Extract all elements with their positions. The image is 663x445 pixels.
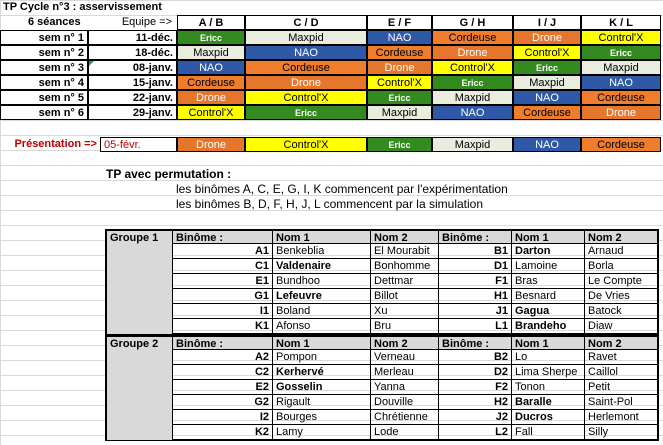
nom2-cell[interactable]: Chrétienne (370, 410, 438, 425)
binome-code-2[interactable]: H1 (438, 289, 511, 304)
activity-cell[interactable]: NAO (432, 105, 513, 120)
pair-header-6[interactable]: K / L (581, 15, 661, 30)
presentation-activity-cell[interactable]: Drone (177, 137, 245, 152)
nom2-cell-2[interactable]: Petit (584, 380, 659, 395)
presentation-label[interactable]: Présentation => (14, 138, 97, 150)
nom1-cell[interactable]: Lamy (272, 425, 370, 440)
week-date-4[interactable]: 15-janv. (88, 75, 177, 90)
activity-cell[interactable]: Ericc (513, 60, 581, 75)
nom2-cell[interactable]: Verneau (370, 350, 438, 365)
nom1-cell[interactable]: Rigault (272, 395, 370, 410)
seances-label[interactable]: 6 séances (28, 16, 81, 28)
nom1-cell-2[interactable]: Lamoine (511, 259, 584, 274)
pair-header-3[interactable]: E / F (367, 15, 432, 30)
presentation-activity-cell[interactable]: Cordeuse (581, 137, 661, 152)
nom2-cell-2[interactable]: Herlemont (584, 410, 659, 425)
presentation-date[interactable]: 05-févr. (100, 137, 177, 152)
nom1-cell-2[interactable]: Brandeho (511, 319, 584, 334)
week-date-1[interactable]: 11-déc. (88, 30, 177, 45)
permutation-line-1[interactable]: les binômes A, C, E, G, I, K commencent par l'expérimentation (176, 182, 508, 196)
binome-code-2[interactable]: L1 (438, 319, 511, 334)
week-label-1[interactable]: sem n° 1 (0, 30, 88, 45)
nom1-cell-2[interactable]: Ducros (511, 410, 584, 425)
nom2-cell[interactable]: Dettmar (370, 274, 438, 289)
binome-code-2[interactable]: H2 (438, 395, 511, 410)
binome-code-2[interactable]: D2 (438, 365, 511, 380)
week-label-3[interactable]: sem n° 3 (0, 60, 88, 75)
binome-code[interactable]: E2 (173, 380, 272, 395)
nom2-cell[interactable]: El Mourabit (370, 244, 438, 259)
pair-header-2[interactable]: C / D (245, 15, 367, 30)
nom2-header-2[interactable]: Nom 2 (584, 335, 659, 350)
nom2-cell-2[interactable]: Le Compte (584, 274, 659, 289)
activity-cell[interactable]: Maxpid (432, 90, 513, 105)
binome-code[interactable]: C2 (173, 365, 272, 380)
activity-cell[interactable]: Drone (177, 90, 245, 105)
group-label[interactable]: Groupe 1 (105, 229, 173, 334)
binome-code-2[interactable]: J2 (438, 410, 511, 425)
binome-code[interactable]: A1 (173, 244, 272, 259)
nom1-cell-2[interactable]: Lima Sherpe (511, 365, 584, 380)
activity-cell[interactable]: Cordeuse (245, 60, 367, 75)
presentation-activity-cell[interactable]: Ericc (367, 137, 432, 152)
activity-cell[interactable]: Maxpid (177, 45, 245, 60)
binome-header[interactable]: Binôme : (173, 335, 272, 350)
activity-cell[interactable]: Maxpid (513, 75, 581, 90)
activity-cell[interactable]: Control'X (177, 105, 245, 120)
pair-header-1[interactable]: A / B (177, 15, 245, 30)
activity-cell[interactable]: Maxpid (245, 30, 367, 45)
nom2-cell-2[interactable]: Caillol (584, 365, 659, 380)
activity-cell[interactable]: Ericc (432, 75, 513, 90)
activity-cell[interactable]: NAO (245, 45, 367, 60)
nom2-cell-2[interactable]: Silly (584, 425, 659, 440)
week-date-5[interactable]: 22-janv. (88, 90, 177, 105)
activity-cell[interactable]: Control'X (581, 30, 661, 45)
activity-cell[interactable]: Control'X (245, 90, 367, 105)
week-date-3[interactable]: 08-janv. (88, 60, 177, 75)
permutation-line-2[interactable]: les binômes B, D, F, H, J, L commencent par la simulation (176, 197, 484, 211)
nom1-header-2[interactable]: Nom 1 (511, 335, 584, 350)
nom2-cell-2[interactable]: Arnaud (584, 244, 659, 259)
binome-code-2[interactable]: D1 (438, 259, 511, 274)
nom2-cell[interactable]: Lode (370, 425, 438, 440)
activity-cell[interactable]: Ericc (177, 30, 245, 45)
activity-cell[interactable]: Ericc (245, 105, 367, 120)
nom2-cell[interactable]: Merleau (370, 365, 438, 380)
nom1-cell-2[interactable]: Lo (511, 350, 584, 365)
nom1-cell[interactable]: Lefeuvre (272, 289, 370, 304)
binome-header-2[interactable]: Binôme : (438, 335, 511, 350)
activity-cell[interactable]: Drone (581, 105, 661, 120)
activity-cell[interactable]: Maxpid (367, 105, 432, 120)
nom1-cell[interactable]: Boland (272, 304, 370, 319)
nom1-cell[interactable]: Bundhoo (272, 274, 370, 289)
binome-code-2[interactable]: B2 (438, 350, 511, 365)
binome-code[interactable]: K2 (173, 425, 272, 440)
nom2-cell-2[interactable]: Batock (584, 304, 659, 319)
nom1-cell-2[interactable]: Tonon (511, 380, 584, 395)
nom1-cell-2[interactable]: Bras (511, 274, 584, 289)
nom2-cell-2[interactable]: De Vries (584, 289, 659, 304)
page-title[interactable]: TP Cycle n°3 : asservissement (3, 1, 162, 13)
activity-cell[interactable]: Ericc (581, 45, 661, 60)
activity-cell[interactable]: Drone (367, 60, 432, 75)
binome-code[interactable]: E1 (173, 274, 272, 289)
week-label-4[interactable]: sem n° 4 (0, 75, 88, 90)
nom2-header-2[interactable]: Nom 2 (584, 229, 659, 244)
binome-code-2[interactable]: L2 (438, 425, 511, 440)
nom1-cell[interactable]: Afonso (272, 319, 370, 334)
activity-cell[interactable]: Cordeuse (367, 45, 432, 60)
nom1-header[interactable]: Nom 1 (272, 335, 370, 350)
nom2-cell-2[interactable]: Saint-Pol (584, 395, 659, 410)
nom1-cell[interactable]: Pompon (272, 350, 370, 365)
activity-cell[interactable]: Cordeuse (513, 105, 581, 120)
nom1-cell[interactable]: Gosselin (272, 380, 370, 395)
nom2-cell-2[interactable]: Ravet (584, 350, 659, 365)
binome-code[interactable]: C1 (173, 259, 272, 274)
presentation-activity-cell[interactable]: Maxpid (432, 137, 513, 152)
activity-cell[interactable]: NAO (513, 90, 581, 105)
binome-code[interactable]: I1 (173, 304, 272, 319)
nom1-header[interactable]: Nom 1 (272, 229, 370, 244)
permutation-title[interactable]: TP avec permutation : (106, 167, 232, 181)
activity-cell[interactable]: Ericc (367, 90, 432, 105)
activity-cell[interactable]: NAO (581, 75, 661, 90)
nom2-cell[interactable]: Bru (370, 319, 438, 334)
nom1-cell[interactable]: Valdenaire (272, 259, 370, 274)
activity-cell[interactable]: Cordeuse (581, 90, 661, 105)
activity-cell[interactable]: Drone (432, 45, 513, 60)
binome-code[interactable]: K1 (173, 319, 272, 334)
pair-header-5[interactable]: I / J (513, 15, 581, 30)
binome-code-2[interactable]: F2 (438, 380, 511, 395)
activity-cell[interactable]: Control'X (513, 45, 581, 60)
binome-code[interactable]: A2 (173, 350, 272, 365)
nom1-cell[interactable]: Benkeblia (272, 244, 370, 259)
group-label[interactable]: Groupe 2 (105, 335, 173, 440)
activity-cell[interactable]: Control'X (367, 75, 432, 90)
nom2-cell[interactable]: Yanna (370, 380, 438, 395)
presentation-activity-cell[interactable]: NAO (513, 137, 581, 152)
activity-cell[interactable]: Control'X (432, 60, 513, 75)
binome-code-2[interactable]: B1 (438, 244, 511, 259)
binome-header[interactable]: Binôme : (173, 229, 272, 244)
nom2-cell[interactable]: Douville (370, 395, 438, 410)
binome-code-2[interactable]: J1 (438, 304, 511, 319)
activity-cell[interactable]: Drone (245, 75, 367, 90)
week-label-2[interactable]: sem n° 2 (0, 45, 88, 60)
binome-header-2[interactable]: Binôme : (438, 229, 511, 244)
week-label-5[interactable]: sem n° 5 (0, 90, 88, 105)
nom1-cell-2[interactable]: Fall (511, 425, 584, 440)
activity-cell[interactable]: NAO (367, 30, 432, 45)
binome-code[interactable]: I2 (173, 410, 272, 425)
equipe-label[interactable]: Equipe => (121, 16, 172, 28)
nom2-cell[interactable]: Bonhomme (370, 259, 438, 274)
nom2-header[interactable]: Nom 2 (370, 229, 438, 244)
nom2-cell[interactable]: Xu (370, 304, 438, 319)
week-date-2[interactable]: 18-déc. (88, 45, 177, 60)
nom1-cell[interactable]: Bourges (272, 410, 370, 425)
nom2-header[interactable]: Nom 2 (370, 335, 438, 350)
nom1-cell-2[interactable]: Darton (511, 244, 584, 259)
nom1-cell-2[interactable]: Baralle (511, 395, 584, 410)
binome-code-2[interactable]: F1 (438, 274, 511, 289)
nom2-cell-2[interactable]: Borla (584, 259, 659, 274)
week-date-6[interactable]: 29-janv. (88, 105, 177, 120)
nom1-header-2[interactable]: Nom 1 (511, 229, 584, 244)
activity-cell[interactable]: Maxpid (581, 60, 661, 75)
nom1-cell-2[interactable]: Besnard (511, 289, 584, 304)
activity-cell[interactable]: Drone (513, 30, 581, 45)
nom2-cell[interactable]: Billot (370, 289, 438, 304)
nom2-cell-2[interactable]: Diaw (584, 319, 659, 334)
nom1-cell[interactable]: Kerhervé (272, 365, 370, 380)
presentation-activity-cell[interactable]: Control'X (245, 137, 367, 152)
pair-header-4[interactable]: G / H (432, 15, 513, 30)
binome-code[interactable]: G1 (173, 289, 272, 304)
week-label-6[interactable]: sem n° 6 (0, 105, 88, 120)
activity-cell[interactable]: Cordeuse (177, 75, 245, 90)
activity-cell[interactable]: NAO (177, 60, 245, 75)
nom1-cell-2[interactable]: Gagua (511, 304, 584, 319)
binome-code[interactable]: G2 (173, 395, 272, 410)
activity-cell[interactable]: Cordeuse (432, 30, 513, 45)
